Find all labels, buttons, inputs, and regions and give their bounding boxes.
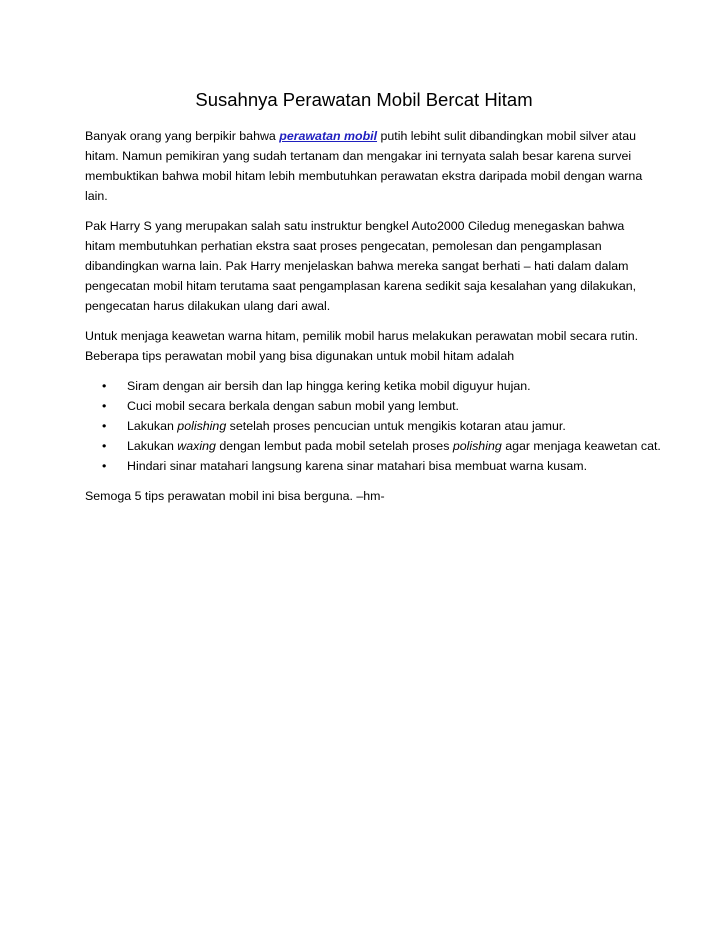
paragraph-intro-text-after: putih lebiht sulit dibandingkan mobil silver atau hitam. Namun pemikiran yang sudah tertanam dan mengakar ini ternyata salah besar karena survei membuktikan bahwa mobil hitam lebih membutuhkan perawatan ekstra daripada mobil dengan warna lain. [85, 129, 643, 203]
perawatan-mobil-link[interactable]: perawatan mobil [279, 129, 378, 143]
tip-text: Hindari sinar matahari langsung karena sinar matahari bisa membuat warna kusam. [127, 459, 588, 473]
tip-text: Siram dengan air bersih dan lap hingga kering ketika mobil diguyur hujan. [127, 379, 531, 393]
paragraph-intro-text-before: Banyak orang yang berpikir bahwa [85, 129, 280, 143]
bullet-icon: • [102, 459, 107, 473]
list-item [85, 416, 651, 436]
tip-emphasis: polishing [452, 439, 502, 453]
document-body [85, 126, 661, 516]
list-item [85, 376, 651, 396]
tip-text-post: setelah proses pencucian untuk mengikis kotaran atau jamur. [226, 419, 566, 433]
paragraph-tips-intro: Untuk menjaga keawetan warna hitam, pemilik mobil harus melakukan perawatan mobil secara rutin. Beberapa tips perawatan mobil yang bisa digunakan untuk mobil hitam adalah [85, 329, 639, 363]
tip-text-post: agar menjaga keawetan cat. [501, 439, 661, 453]
bullet-icon: • [102, 419, 107, 433]
tip-text-mid: dengan lembut pada mobil setelah proses [215, 439, 453, 453]
paragraph-instructor: Pak Harry S yang merupakan salah satu instruktur bengkel Auto2000 Ciledug menegaskan bahwa hitam membutuhkan perhatian ekstra saat proses pengecatan, pemolesan dan pengamplasan dibandingkan warna lain. Pak Harry menjelaskan bahwa mereka sangat berhati – hati dalam dalam pengecatan mobil hitam terutama saat pengamplasan karena sedikit saja kesalahan yang dilakukan, pengecatan harus dilakukan ulang dari awal. [85, 219, 637, 313]
bullet-icon: • [102, 439, 107, 453]
tip-emphasis: polishing [177, 419, 227, 433]
document-title: Susahnya Perawatan Mobil Bercat Hitam [195, 89, 533, 110]
list-item [85, 396, 651, 416]
tip-text: Cuci mobil secara berkala dengan sabun mobil yang lembut. [127, 399, 459, 413]
paragraph-intro [85, 126, 651, 206]
tip-text-pre: Lakukan [127, 439, 178, 453]
paragraph-closing: Semoga 5 tips perawatan mobil ini bisa berguna. –hm- [85, 489, 385, 503]
tips-list [85, 376, 661, 476]
tip-text-pre: Lakukan [127, 419, 178, 433]
tip-emphasis: waxing [177, 439, 216, 453]
list-item [85, 456, 651, 476]
bullet-icon: • [102, 379, 107, 393]
bullet-icon: • [102, 399, 107, 413]
list-item [85, 436, 661, 456]
